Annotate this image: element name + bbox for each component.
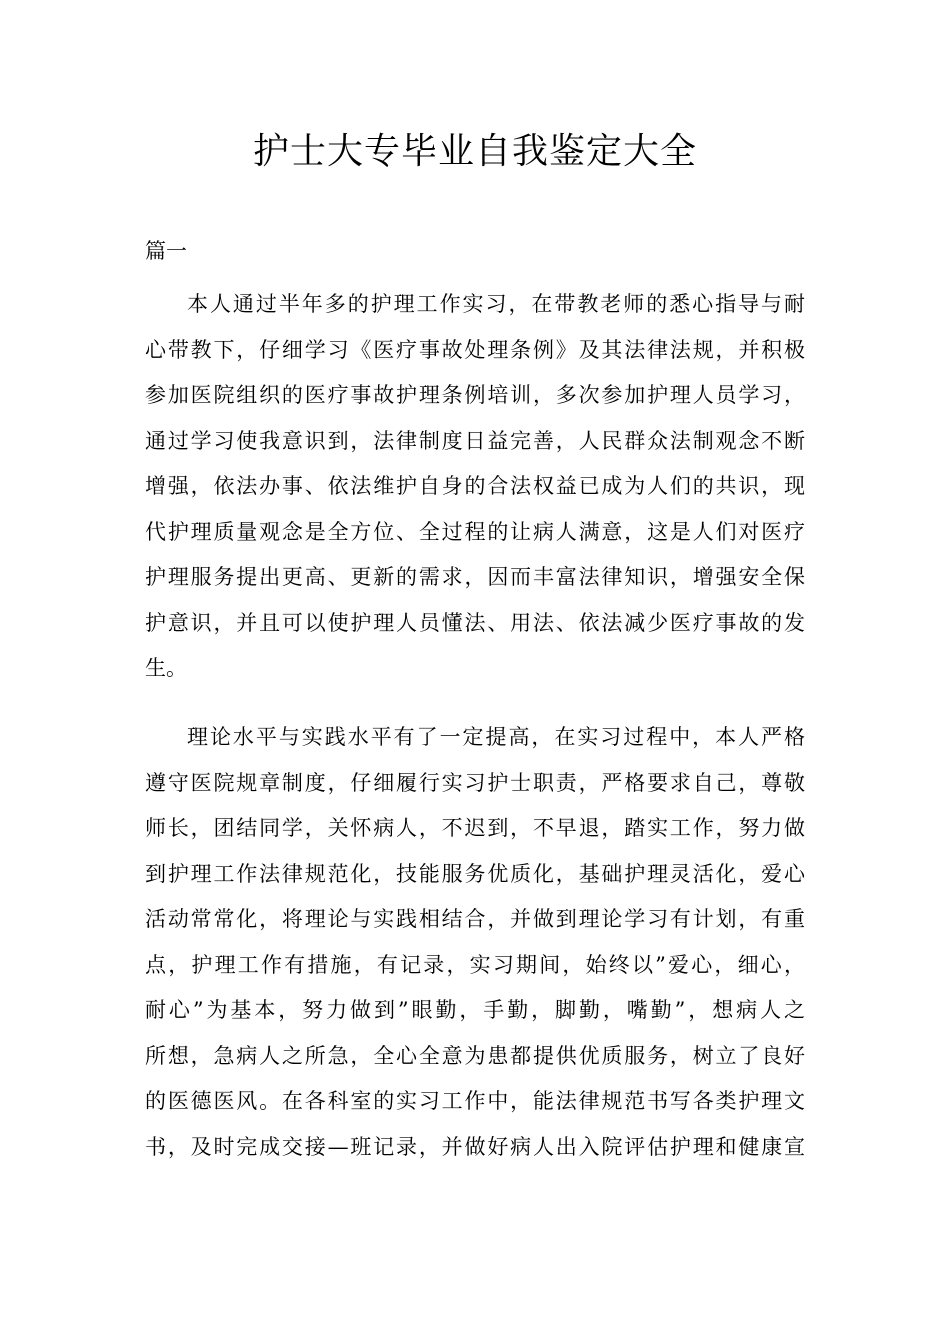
- paragraph-line: 理论水平与实践水平有了一定提高，在实习过程中，本人严格: [187, 725, 805, 749]
- paragraph-line: 增强，依法办事、依法维护自身的合法权益已成为人们的共识，现: [145, 474, 805, 498]
- paragraph-line: 本人通过半年多的护理工作实习，在带教老师的悉心指导与耐: [187, 292, 805, 316]
- paragraph-line: 遵守医院规章制度，仔细履行实习护士职责，严格要求自己，尊敬: [145, 770, 805, 795]
- paragraph-line: 师长，团结同学，关怀病人，不迟到，不早退，踏实工作，努力做: [145, 816, 805, 840]
- paragraph-line: 书，及时完成交接—班记录，并做好病人出入院评估护理和健康宣: [145, 1134, 805, 1159]
- paragraph-line: 通过学习使我意识到，法律制度日益完善，人民群众法制观念不断: [145, 428, 805, 453]
- paragraph-line: 活动常常化，将理论与实践相结合，并做到理论学习有计划，有重: [145, 907, 805, 931]
- paragraph-1: [145, 282, 805, 692]
- paragraph-line: 参加医院组织的医疗事故护理条例培训，多次参加护理人员学习，: [145, 383, 805, 407]
- paragraph-line: 护理服务提出更高、更新的需求，因而丰富法律知识，增强安全保: [145, 565, 805, 589]
- paragraph-line: 生。: [145, 656, 187, 680]
- document-title: 护士大专毕业自我鉴定大全: [252, 131, 697, 172]
- paragraph-line: 心带教下，仔细学习《医疗事故处理条例》及其法律法规，并积极: [145, 337, 805, 362]
- paragraph-line: 点，护理工作有措施，有记录，实习期间，始终以”爱心，细心，: [145, 952, 805, 977]
- paragraph-2: [145, 715, 805, 1170]
- paragraph-line: 所想，急病人之所急，全心全意为患都提供优质服务，树立了良好: [145, 1043, 805, 1068]
- paragraph-line: 代护理质量观念是全方位、全过程的让病人满意，这是人们对医疗: [145, 519, 805, 544]
- section-label: 篇一: [145, 239, 187, 263]
- paragraph-line: 到护理工作法律规范化，技能服务优质化，基础护理灵活化，爱心: [145, 861, 805, 886]
- paragraph-line: 护意识，并且可以使护理人员懂法、用法、依法减少医疗事故的发: [145, 610, 805, 635]
- paragraph-line: 的医德医风。在各科室的实习工作中，能法律规范书写各类护理文: [145, 1089, 805, 1113]
- paragraph-line: 耐心”为基本，努力做到”眼勤，手勤，脚勤，嘴勤”，想病人之: [145, 998, 805, 1022]
